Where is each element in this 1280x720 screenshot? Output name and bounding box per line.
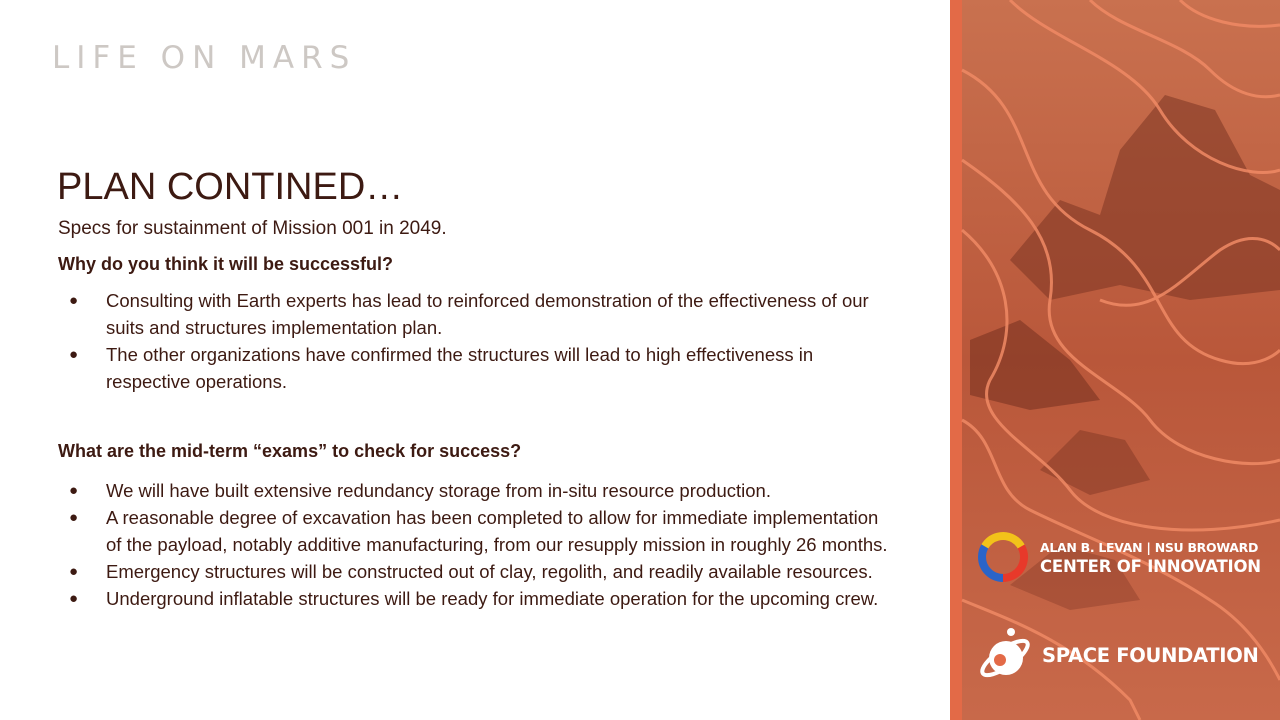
bullet-icon: ● (69, 482, 79, 499)
bullet-list-midterm (58, 477, 898, 612)
innovation-center-logo (976, 530, 1266, 586)
bullet-icon: ● (69, 509, 79, 526)
list-item (58, 585, 898, 612)
bullet-icon: ● (69, 590, 79, 607)
bullet-list-success (58, 287, 898, 395)
list-item (58, 504, 898, 558)
question-success: Why do you think it will be successful? (58, 254, 394, 274)
bullet-text: Consulting with Earth experts has lead to reinforced demonstration of the effectiveness of our suits and structures implementation plan. (106, 290, 869, 338)
list-item (58, 558, 898, 585)
list-item (58, 287, 898, 341)
planet-orbit-icon (976, 622, 1034, 688)
bullet-icon: ● (69, 563, 79, 580)
slide-subtitle: Specs for sustainment of Mission 001 in 2049. (58, 218, 447, 239)
bullet-text: Emergency structures will be constructed out of clay, regolith, and readily available resources. (106, 561, 873, 582)
bullet-text: Underground inflatable structures will be ready for immediate operation for the upcoming crew. (106, 588, 879, 609)
bullet-icon: ● (69, 292, 79, 309)
space-foundation-logo (976, 622, 1266, 688)
bullet-text: We will have built extensive redundancy storage from in-situ resource production. (106, 480, 771, 501)
question-midterm-exams: What are the mid-term “exams” to check for success? (58, 441, 522, 461)
bullet-icon: ● (69, 346, 79, 363)
mars-terrain-panel (950, 0, 1280, 720)
list-item (58, 341, 898, 395)
innovation-logo-line2: CENTER OF INNOVATION (1040, 557, 1261, 576)
bullet-text: A reasonable degree of excavation has been completed to allow for immediate implementation of the payload, notably additive manufacturing, from our resupply mission in roughly 26 months. (106, 507, 888, 555)
space-foundation-text: SPACE FOUNDATION (1042, 644, 1259, 667)
slide-header: LIFE ON MARS (52, 40, 357, 76)
bullet-text: The other organizations have confirmed the structures will lead to high effectiveness in respective operations. (106, 344, 814, 392)
mars-terrain-image (950, 0, 1280, 720)
ring-logo-icon (976, 530, 1030, 584)
list-item (58, 477, 898, 504)
innovation-logo-line1: ALAN B. LEVAN | NSU BROWARD (1040, 540, 1259, 555)
slide-title: PLAN CONTINED… (57, 166, 404, 208)
